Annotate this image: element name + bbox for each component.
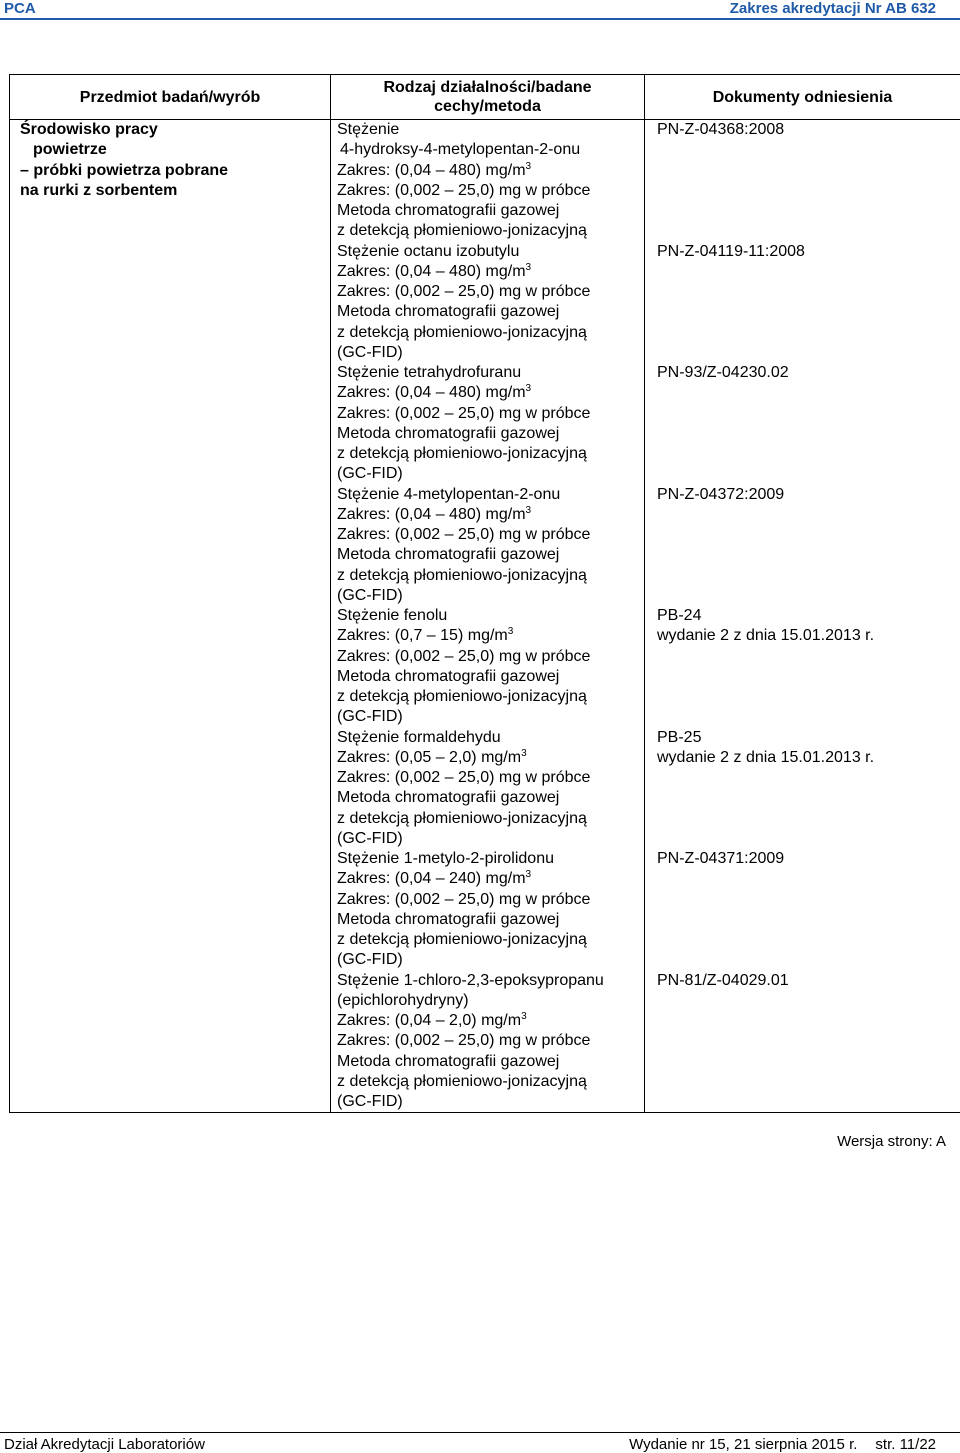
method-block [337, 242, 644, 364]
table-header-row [10, 75, 960, 120]
document-block [657, 971, 960, 1113]
method-block [337, 606, 644, 728]
method-line: z detekcją płomieniowo-jonizacyjną [337, 323, 587, 341]
header-activity-line1: Rodzaj działalności/badane [383, 79, 592, 96]
analyte-name: Stężenie formaldehydu [337, 728, 501, 746]
analyte-name: Stężenie 1-metylo-2-pirolidonu [337, 850, 554, 867]
method-line: z detekcją płomieniowo-jonizacyjną [337, 1072, 587, 1090]
range-unit-exponent: 3 [525, 160, 532, 172]
document-reference: PN-Z-04368:2008 [657, 121, 785, 138]
method-line: z detekcją płomieniowo-jonizacyjną [337, 931, 587, 948]
analyte-name-cont: (epichlorohydryny) [337, 991, 469, 1009]
document-edition: wydanie 2 z dnia 15.01.2013 r. [657, 748, 875, 766]
range-concentration [337, 161, 644, 181]
document-block [657, 606, 960, 728]
range-value: Zakres: (0,04 – 480) [337, 384, 482, 402]
document-reference: PN-Z-04372:2009 [657, 485, 785, 503]
method-line: z detekcją płomieniowo-jonizacyjną [337, 688, 587, 705]
footer-edition [629, 1436, 936, 1453]
method-line: (GC-FID) [337, 1093, 403, 1110]
method-line: Metoda chromatografii gazowej [337, 202, 560, 219]
range-value: Zakres: (0,7 – 15) [337, 627, 464, 645]
analyte-name-cont: 4-hydroksy-4-metylopentan-2-onu [340, 141, 581, 159]
header-divider [0, 18, 960, 20]
range-unit-exponent: 3 [525, 261, 532, 273]
header-activity-line2: cechy/metoda [434, 98, 541, 115]
range-unit: mg/m [485, 870, 526, 888]
document-reference: PB-24 [657, 607, 702, 624]
range-unit: mg/m [481, 1012, 522, 1029]
range-unit-exponent: 3 [521, 747, 527, 759]
document-block [657, 485, 960, 607]
range-concentration [337, 748, 644, 768]
header-subject: Przedmiot badań/wyrób [10, 75, 331, 120]
header-activity [331, 75, 645, 120]
method-line: Metoda chromatografii gazowej [337, 910, 560, 928]
range-sample: Zakres: (0,002 – 25,0) mg w próbce [337, 647, 591, 665]
method-line: Metoda chromatografii gazowej [337, 667, 560, 685]
analyte-name: Stężenie 4-metylopentan-2-onu [337, 485, 561, 503]
table-row [10, 120, 960, 1113]
subject-line: – próbki powietrza pobrane [20, 161, 229, 179]
range-concentration [337, 1011, 644, 1031]
method-line: Metoda chromatografii gazowej [337, 424, 560, 442]
range-sample: Zakres: (0,002 – 25,0) mg w próbce [337, 769, 591, 786]
range-unit-exponent: 3 [521, 1011, 527, 1022]
method-block [337, 120, 644, 242]
method-line: (GC-FID) [337, 829, 403, 847]
range-sample: Zakres: (0,002 – 25,0) mg w próbce [337, 890, 591, 908]
method-line: (GC-FID) [337, 586, 403, 604]
range-unit: mg/m [485, 505, 526, 523]
footer-edition-text: Wydanie nr 15, 21 sierpnia 2015 r. [629, 1436, 858, 1453]
analyte-name: Stężenie tetrahydrofuranu [337, 364, 522, 381]
documents-cell [645, 120, 960, 1113]
method-line: (GC-FID) [337, 708, 403, 726]
footer-divider [0, 1432, 960, 1433]
analyte-name: Stężenie octanu izobutylu [337, 242, 520, 260]
method-cell [331, 120, 645, 1113]
range-concentration [337, 626, 644, 646]
document-reference: PN-81/Z-04029.01 [657, 971, 789, 989]
range-sample: Zakres: (0,002 – 25,0) mg w próbce [337, 404, 591, 422]
footer-department: Dział Akredytacji Laboratoriów [4, 1436, 205, 1453]
analyte-name: Stężenie fenolu [337, 607, 448, 624]
document-block [657, 363, 960, 485]
document-edition: wydanie 2 z dnia 15.01.2013 r. [657, 627, 875, 645]
range-unit: mg/m [467, 627, 508, 645]
method-line: z detekcją płomieniowo-jonizacyjną [337, 809, 587, 827]
document-reference: PN-Z-04119-11:2008 [657, 242, 805, 260]
range-sample: Zakres: (0,002 – 25,0) mg w próbce [337, 283, 591, 300]
document-reference: PN-93/Z-04230.02 [657, 364, 789, 381]
range-sample: Zakres: (0,002 – 25,0) mg w próbce [337, 181, 591, 199]
range-value: Zakres: (0,04 – 480) [337, 262, 482, 280]
method-block [337, 971, 644, 1113]
header-title: Zakres akredytacji Nr AB 632 [729, 0, 936, 17]
method-line: (GC-FID) [337, 343, 403, 361]
range-value: Zakres: (0,04 – 240) [337, 870, 482, 888]
method-line: Metoda chromatografii gazowej [337, 303, 560, 321]
range-sample: Zakres: (0,002 – 25,0) mg w próbce [337, 1032, 591, 1050]
range-unit-exponent: 3 [525, 383, 532, 395]
range-unit-exponent: 3 [507, 626, 514, 638]
range-concentration [337, 383, 644, 403]
range-value: Zakres: (0,04 – 2,0) [337, 1012, 477, 1029]
method-line: z detekcją płomieniowo-jonizacyjną [337, 222, 587, 240]
subject-line: Środowisko pracy [20, 121, 158, 138]
range-sample: Zakres: (0,002 – 25,0) mg w próbce [337, 526, 591, 543]
range-concentration [337, 262, 644, 282]
range-value: Zakres: (0,04 – 480) [337, 505, 482, 523]
range-value: Zakres: (0,04 – 480) [337, 161, 482, 179]
document-reference: PB-25 [657, 728, 702, 746]
method-line: (GC-FID) [337, 465, 403, 483]
subject-line: na rurki z sorbentem [20, 181, 178, 199]
method-line: z detekcją płomieniowo-jonizacyjną [337, 566, 587, 584]
analyte-name: Stężenie [337, 121, 400, 138]
method-line: Metoda chromatografii gazowej [337, 546, 560, 564]
range-unit-exponent: 3 [525, 504, 532, 516]
header-documents: Dokumenty odniesienia [645, 75, 960, 120]
page-header [0, 0, 960, 19]
method-block [337, 849, 644, 971]
range-unit: mg/m [485, 161, 526, 179]
subject-line: powietrze [33, 141, 107, 159]
range-unit: mg/m [485, 384, 526, 402]
method-line: (GC-FID) [337, 951, 403, 969]
range-unit: mg/m [481, 748, 522, 766]
method-line: Metoda chromatografii gazowej [337, 789, 560, 807]
footer-page-number: str. 11/22 [875, 1436, 936, 1453]
range-unit: mg/m [485, 262, 526, 280]
range-unit-exponent: 3 [525, 869, 532, 881]
document-reference: PN-Z-04371:2009 [657, 850, 785, 867]
method-line: z detekcją płomieniowo-jonizacyjną [337, 445, 587, 462]
document-block [657, 242, 960, 364]
method-block [337, 363, 644, 485]
method-block [337, 485, 644, 607]
document-block [657, 120, 960, 242]
header-org: PCA [4, 0, 36, 17]
document-block [657, 849, 960, 971]
range-concentration [337, 505, 644, 525]
document-block [657, 728, 960, 850]
method-line: Metoda chromatografii gazowej [337, 1052, 560, 1070]
subject-cell [10, 120, 331, 1113]
method-block [337, 728, 644, 850]
page-version: Wersja strony: A [837, 1133, 946, 1150]
range-concentration [337, 869, 644, 889]
range-value: Zakres: (0,05 – 2,0) [337, 748, 477, 766]
accreditation-table [9, 74, 960, 1113]
analyte-name: Stężenie 1-chloro-2,3-epoksypropanu [337, 971, 604, 989]
